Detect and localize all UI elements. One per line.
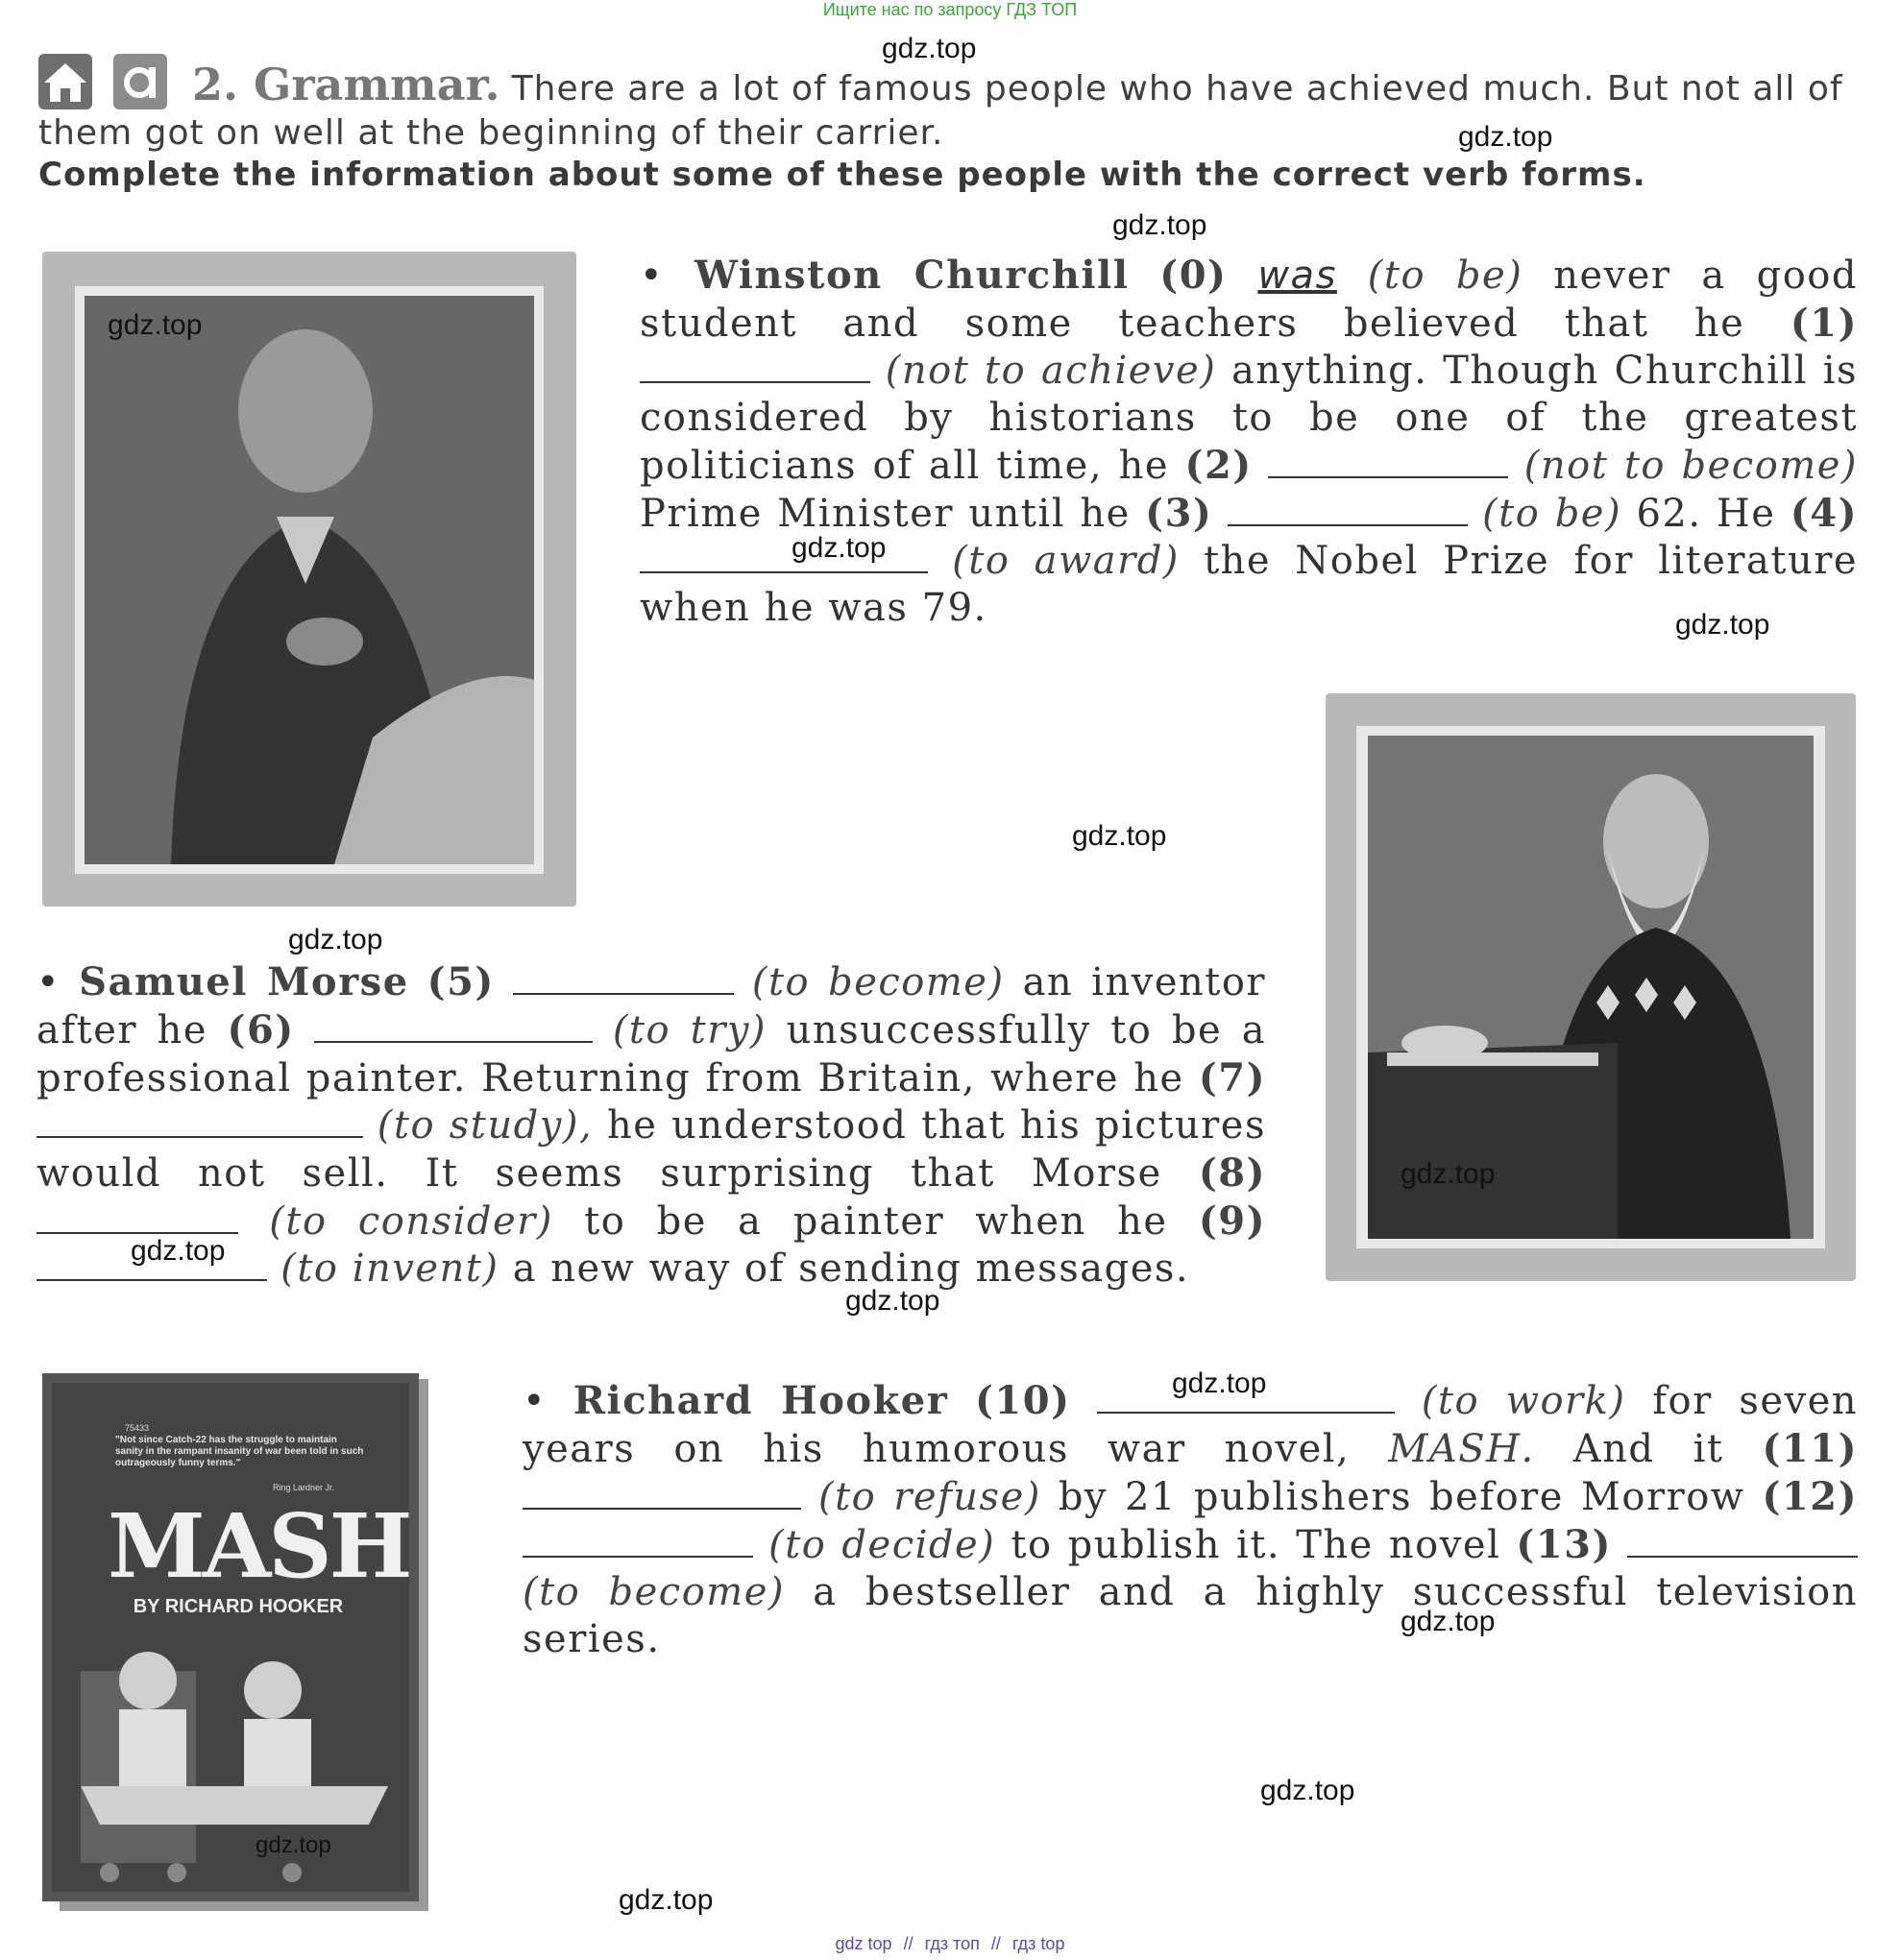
book-quote-author: Ring Lardner Jr. bbox=[273, 1483, 335, 1492]
verb-hint: (not to become) bbox=[1523, 444, 1858, 488]
item-number: (1) bbox=[1790, 301, 1859, 346]
answer-blank[interactable] bbox=[37, 1103, 363, 1138]
verb-hint: (to be) bbox=[1482, 492, 1622, 536]
watermark: gdz.top bbox=[288, 924, 383, 956]
answer-blank[interactable] bbox=[523, 1475, 801, 1510]
watermark: gdz.top bbox=[131, 1235, 226, 1267]
verb-hint: (to decide) bbox=[768, 1523, 996, 1567]
churchill-photo bbox=[42, 252, 576, 907]
paragraph-text: to publish it. The novel bbox=[1011, 1523, 1501, 1567]
hooker-paragraph: • Richard Hooker (10) (to work) for seven years on his humorous war novel, MASH. And it (11) (to refuse) by 21 publishers before Morrow (12) (to decide) to publish it. The novel (13) (to become) a bestseller and a highly successful television series. bbox=[523, 1378, 1859, 1661]
item-number: (12) bbox=[1762, 1474, 1858, 1519]
paragraph-text: by 21 publishers before Morrow bbox=[1058, 1475, 1745, 1519]
paragraph-text: Prime Minister until he bbox=[640, 492, 1131, 536]
paragraph-text: he understood that his pictures would not sell. It seems surprising that Morse bbox=[37, 1103, 1266, 1196]
paragraph-text: for seven years on his humorous war novel, bbox=[523, 1379, 1859, 1471]
morse-photo bbox=[1326, 693, 1856, 1281]
watermark: gdz.top bbox=[1401, 1158, 1496, 1190]
item-number: (3) bbox=[1145, 491, 1213, 536]
hooker-name: Richard Hooker bbox=[572, 1378, 949, 1423]
verb-hint: (to award) bbox=[952, 539, 1180, 583]
footer-link[interactable]: гдз top bbox=[1011, 1934, 1065, 1953]
book-title: MASH bbox=[108, 1494, 410, 1598]
paragraph-text: never a good student and some teachers believed that he bbox=[640, 254, 1858, 346]
item-number: (5) bbox=[426, 959, 495, 1004]
book-quote: "Not since Catch-22 has the struggle to maintain sanity in the rampant insanity of war been told in such outrageously funny terms." bbox=[115, 1435, 364, 1468]
footer-separator: // bbox=[903, 1934, 913, 1953]
item-number: (9) bbox=[1198, 1198, 1267, 1244]
item-number: (13) bbox=[1516, 1522, 1612, 1567]
mash-book-cover bbox=[42, 1373, 428, 1911]
item-number: (7) bbox=[1198, 1055, 1267, 1101]
exercise-intro: There are a lot of famous people who have achieved much. But not all of them got on well at the beginning of their carrier. bbox=[38, 69, 1843, 153]
morse-name: Samuel Morse bbox=[79, 959, 409, 1004]
footer-link[interactable]: gdz top bbox=[835, 1934, 892, 1953]
paragraph-text: unsuccessfully to be a professional painter. Returning from Britain, where he bbox=[37, 1008, 1267, 1101]
verb-hint: (to consider) bbox=[269, 1199, 553, 1244]
verb-hint: (to try) bbox=[612, 1008, 767, 1053]
item-number: (0) bbox=[1159, 253, 1228, 298]
answer-blank[interactable] bbox=[1627, 1523, 1858, 1558]
watermark: gdz.top bbox=[1072, 820, 1167, 852]
watermark: gdz.top bbox=[1112, 209, 1207, 241]
watermark: gdz.top bbox=[256, 1832, 331, 1858]
footer-links bbox=[0, 1934, 1900, 1954]
watermark: gdz.top bbox=[619, 1884, 714, 1916]
answer-blank[interactable] bbox=[37, 1199, 238, 1234]
answer-blank[interactable] bbox=[640, 349, 870, 383]
item-number: (6) bbox=[227, 1007, 295, 1053]
item-number: (11) bbox=[1762, 1426, 1859, 1471]
paragraph-text: the Nobel Prize for literature when he was 79. bbox=[640, 539, 1858, 630]
exercise-number: 2. Grammar. bbox=[192, 59, 500, 110]
verb-hint: (to invent) bbox=[280, 1246, 499, 1291]
exercise-heading bbox=[38, 59, 1863, 155]
promo-banner[interactable]: Ищите нас по запросу ГДЗ ТОП bbox=[822, 0, 1078, 19]
verb-hint: (to study), bbox=[377, 1103, 594, 1148]
exercise-instruction: Complete the information about some of these people with the correct verb forms. bbox=[38, 156, 1646, 194]
answer-blank[interactable] bbox=[314, 1008, 593, 1043]
watermark: gdz.top bbox=[792, 532, 887, 564]
verb-hint: (to refuse) bbox=[817, 1475, 1041, 1519]
watermark: gdz.top bbox=[1675, 609, 1770, 641]
book-byline: BY RICHARD HOOKER bbox=[133, 1596, 344, 1617]
churchill-paragraph: • Winston Churchill (0) was (to be) never a good student and some teachers believed that he (1) (not to achieve) anything. Though Churchill is considered by historians to be one of the greatest politicians of all time, he (2) (not to become) Prime Minister until he (3) (to be) 62. He (4) (to award) the Nobel Prize for literature when he was 79. bbox=[640, 253, 1859, 630]
answer-blank[interactable] bbox=[1268, 444, 1508, 478]
watermark: gdz.top bbox=[1458, 121, 1553, 153]
verb-hint: (to work) bbox=[1421, 1379, 1626, 1423]
book-code: 75433 bbox=[125, 1423, 150, 1433]
watermark: gdz.top bbox=[882, 33, 977, 64]
churchill-name: Winston Churchill bbox=[694, 253, 1130, 298]
watermark: gdz.top bbox=[1401, 1606, 1496, 1637]
paragraph-text: a bestseller and a highly successful television series. bbox=[523, 1570, 1858, 1661]
paragraph-text: to be a painter when he bbox=[584, 1199, 1168, 1244]
novel-title: MASH. bbox=[1388, 1427, 1535, 1471]
answer-blank[interactable] bbox=[513, 960, 734, 995]
item-number: (8) bbox=[1198, 1150, 1266, 1196]
paragraph-text: a new way of sending messages. bbox=[512, 1246, 1190, 1291]
example-answer: was bbox=[1257, 254, 1337, 298]
verb-hint: (not to achieve) bbox=[885, 349, 1217, 393]
paragraph-text: an inventor after he bbox=[37, 960, 1267, 1053]
footer-link[interactable]: гдз топ bbox=[924, 1934, 980, 1953]
paragraph-text: And it bbox=[1572, 1427, 1724, 1471]
item-number: (10) bbox=[975, 1378, 1071, 1423]
answer-blank[interactable] bbox=[523, 1523, 753, 1558]
watermark: gdz.top bbox=[108, 309, 203, 341]
watermark: gdz.top bbox=[1172, 1367, 1267, 1399]
footer-separator: // bbox=[990, 1934, 1001, 1953]
answer-blank[interactable] bbox=[1228, 492, 1468, 526]
paragraph-text: 62. He bbox=[1636, 492, 1776, 536]
item-number: (4) bbox=[1790, 491, 1859, 536]
paragraph-text: anything. Though Churchill is considered by historians to be one of the greatest politicians of all time, he bbox=[640, 349, 1859, 488]
watermark: gdz.top bbox=[845, 1285, 940, 1317]
verb-hint: (to become) bbox=[523, 1570, 785, 1614]
morse-paragraph: • Samuel Morse (5) (to become) an inventor after he (6) (to try) unsuccessfully to be a professional painter. Returning from Britain, where he (7) (to study), he understood that his pictures would not sell. It seems surprising that Morse (8) (to consider) to be a painter when he (9) (to invent) a new way of sending messages. bbox=[37, 959, 1267, 1291]
verb-hint: (to become) bbox=[751, 960, 1005, 1004]
watermark: gdz.top bbox=[1260, 1775, 1355, 1806]
item-number: (2) bbox=[1184, 443, 1253, 488]
verb-hint: (to be) bbox=[1367, 254, 1523, 298]
